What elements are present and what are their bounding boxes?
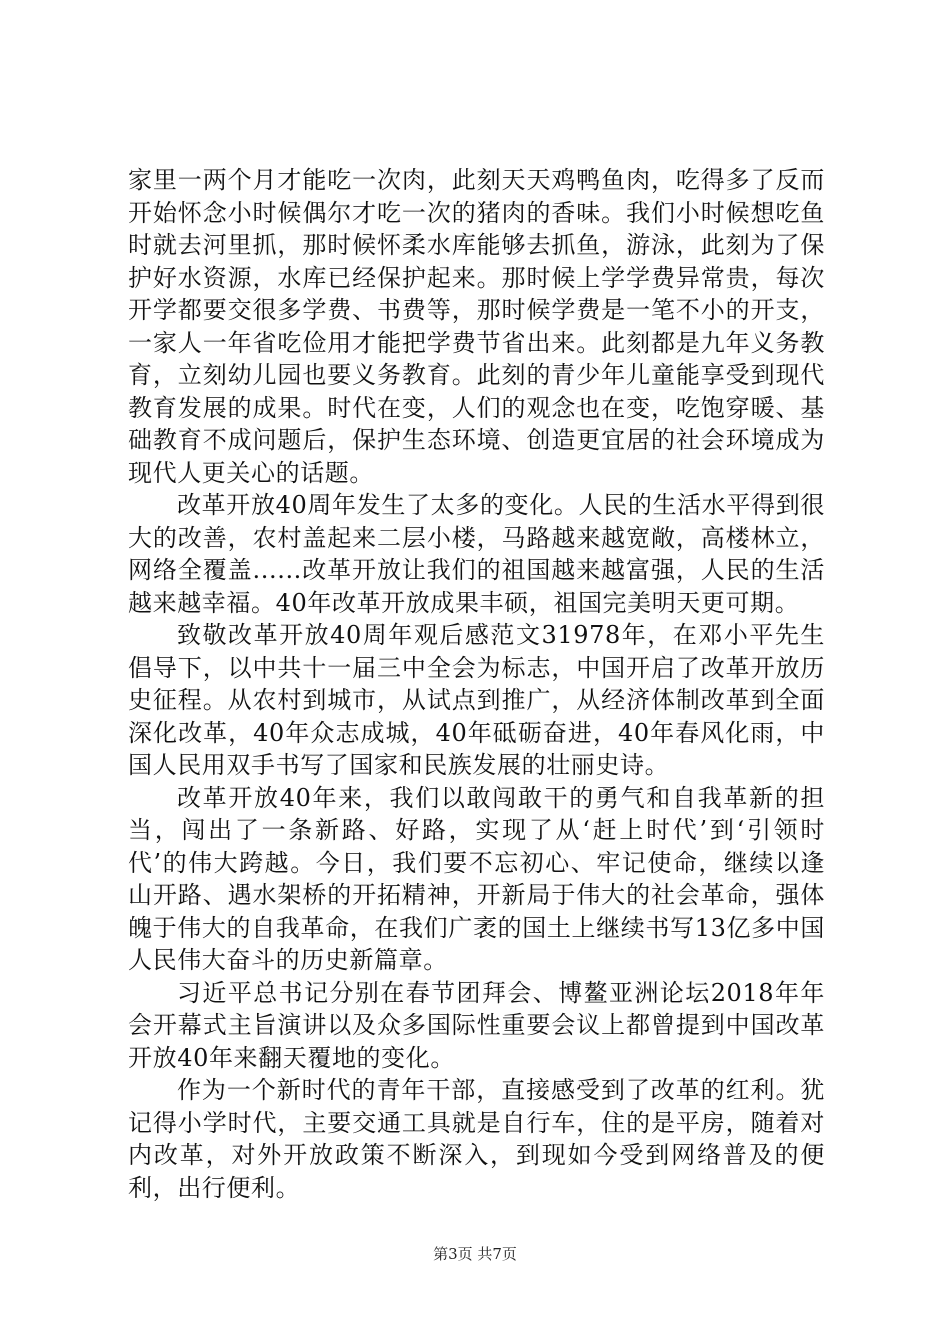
page-number-footer: 第3页 共7页 bbox=[433, 1245, 517, 1263]
body-text bbox=[128, 164, 825, 1204]
paragraph: 致敬改革开放40周年观后感范文31978年，在邓小平先生倡导下，以中共十一届三中全会为标志，中国开启了改革开放历史征程。从农村到城市，从试点到推广，从经济体制改革到全面深化改革，40年众志成城，40年砥砺奋进，40年春风化雨，中国人民用双手书写了国家和民族发展的壮丽史诗。 bbox=[128, 621, 825, 779]
paragraph: 习近平总书记分别在春节团拜会、博鳌亚洲论坛2018年年会开幕式主旨演讲以及众多国际性重要会议上都曾提到中国改革开放40年来翻天覆地的变化。 bbox=[128, 978, 825, 1072]
paragraph: 改革开放40周年发生了太多的变化。人民的生活水平得到很大的改善，农村盖起来二层小楼，马路越来越宽敞，高楼林立，网络全覆盖......改革开放让我们的祖国越来越富强，人民的生活越来越幸福。40年改革开放成果丰硕，祖国完美明天更可期。 bbox=[128, 491, 825, 617]
paragraph: 改革开放40年来，我们以敢闯敢干的勇气和自我革新的担当，闯出了一条新路、好路，实现了从‘赶上时代’到‘引领时代’的伟大跨越。今日，我们要不忘初心、牢记使命，继续以逢山开路、遇水架桥的开拓精神，开新局于伟大的社会革命，强体魄于伟大的自我革命，在我们广袤的国土上继续书写13亿多中国人民伟大奋斗的历史新篇章。 bbox=[128, 783, 825, 974]
paragraph: 作为一个新时代的青年干部，直接感受到了改革的红利。犹记得小学时代，主要交通工具就是自行车，住的是平房，随着对内改革，对外开放政策不断深入，到现如今受到网络普及的便利，出行便利。 bbox=[128, 1076, 825, 1202]
paragraph: 家里一两个月才能吃一次肉，此刻天天鸡鸭鱼肉，吃得多了反而开始怀念小时候偶尔才吃一次的猪肉的香味。我们小时候想吃鱼时就去河里抓，那时候怀柔水库能够去抓鱼，游泳，此刻为了保护好水资源，水库已经保护起来。那时候上学学费异常贵，每次开学都要交很多学费、书费等，那时候学费是一笔不小的开支，一家人一年省吃俭用才能把学费节省出来。此刻都是九年义务教育，立刻幼儿园也要义务教育。此刻的青少年儿童能享受到现代教育发展的成果。时代在变，人们的观念也在变，吃饱穿暖、基础教育不成问题后，保护生态环境、创造更宜居的社会环境成为现代人更关心的话题。 bbox=[128, 166, 825, 487]
